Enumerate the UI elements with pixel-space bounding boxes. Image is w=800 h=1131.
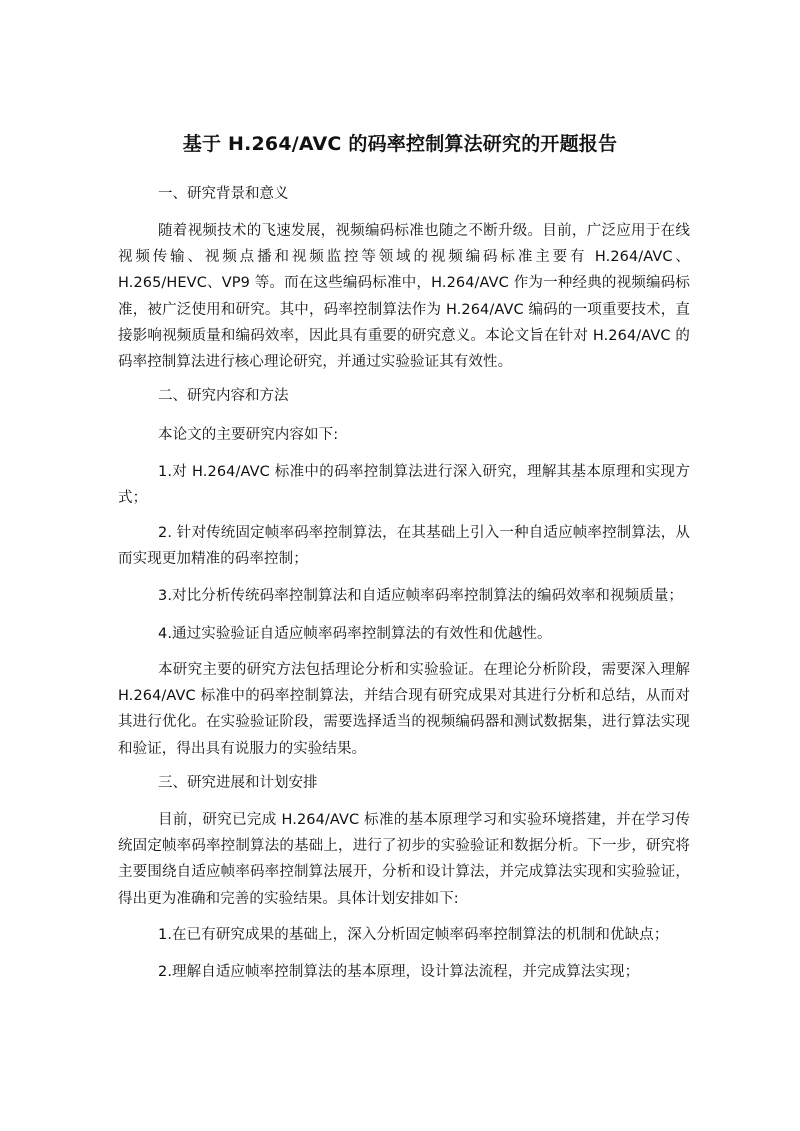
list-item-plan-1: 1.在已有研究成果的基础上，深入分析固定帧率码率控制算法的机制和优缺点； — [158, 927, 669, 943]
document-title: 基于 H.264/AVC 的码率控制算法研究的开题报告 — [182, 132, 618, 155]
list-item-content-1: 1.对 H.264/AVC 标准中的码率控制算法进行深入研究，理解其基本原理和实现方式； — [118, 464, 690, 507]
list-item-plan-2: 2.理解自适应帧率控制算法的基本原理，设计算法流程，并完成算法实现； — [158, 964, 640, 980]
paragraph-methods: 本研究主要的研究方法包括理论分析和实验验证。在理论分析阶段，需要深入理解 H.264/AVC 标准中的码率控制算法，并结合现有研究成果对其进行分析和总结，从而对其进行优化。在实验验证阶段，需要选择适当的视频编码器和测试数据集，进行算法实现和验证，得出具有说服力的实验结果。 — [118, 662, 690, 757]
paragraph-progress: 目前，研究已完成 H.264/AVC 标准的基本原理学习和实验环境搭建，并在学习传统固定帧率码率控制算法的基础上，进行了初步的实验验证和数据分析。下一步，研究将主要围绕自适应帧率码率控制算法展开，分析和设计算法，并完成算法实现和实验验证，得出更为准确和完善的实验结果。具体计划安排如下: — [118, 812, 690, 907]
section-heading-content-methods: 二、研究内容和方法 — [158, 388, 289, 404]
paragraph-background: 随着视频技术的飞速发展，视频编码标准也随之不断升级。目前，广泛应用于在线视频传输、视频点播和视频监控等领域的视频编码标准主要有 H.264/AVC、H.265/HEVC、VP9 等。而在这些编码标准中，H.264/AVC 作为一种经典的视频编码标准，被广泛使用和研究。其中，码率控制算法作为 H.264/AVC 编码的一项重要技术，直接影响视频质量和编码效率，因此具有重要的研究意义。本论文旨在针对 H.264/AVC 的码率控制算法进行核心理论研究，并通过实验验证其有效性。 — [118, 223, 690, 371]
section-heading-background: 一、研究背景和意义 — [158, 186, 289, 202]
list-item-content-2: 2. 针对传统固定帧率码率控制算法，在其基础上引入一种自适应帧率控制算法，从而实现更加精准的码率控制； — [118, 525, 690, 568]
section-heading-progress-plan: 三、研究进展和计划安排 — [158, 775, 318, 791]
paragraph-content-intro: 本论文的主要研究内容如下: — [158, 427, 339, 443]
list-item-content-3: 3.对比分析传统码率控制算法和自适应帧率码率控制算法的编码效率和视频质量； — [158, 588, 684, 604]
list-item-content-4: 4.通过实验验证自适应帧率码率控制算法的有效性和优越性。 — [158, 626, 552, 642]
